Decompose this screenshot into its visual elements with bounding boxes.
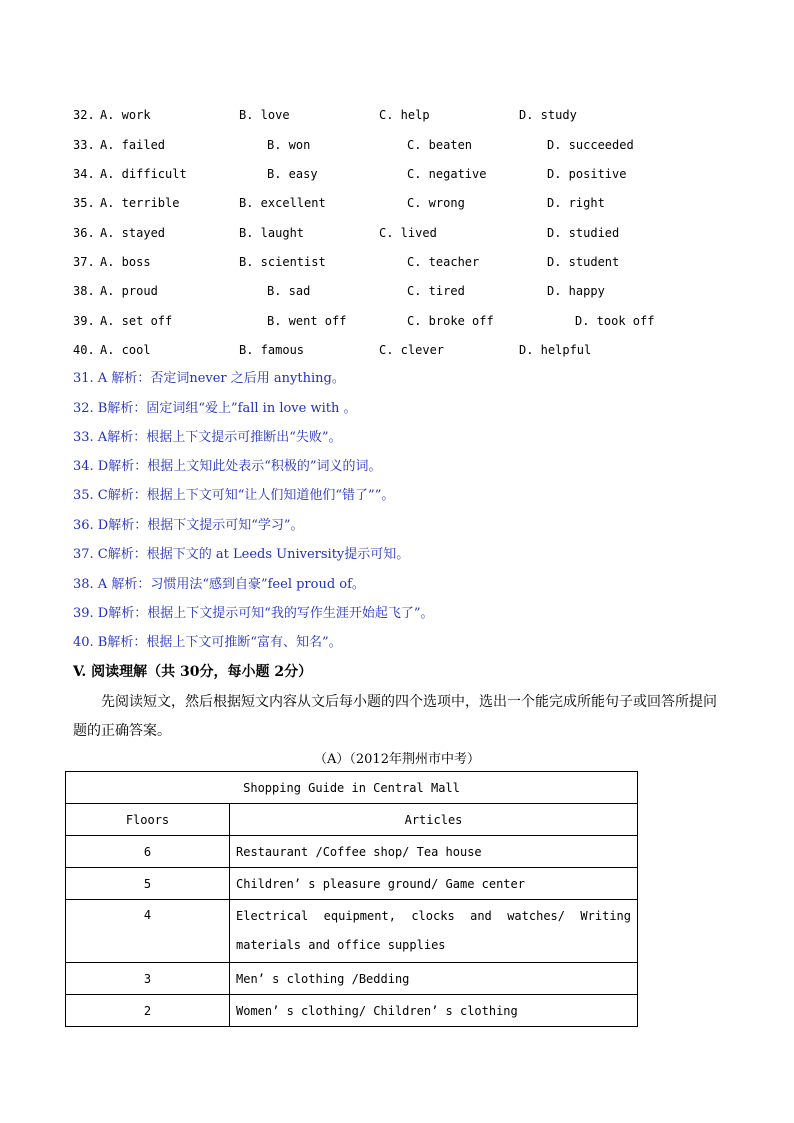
option-a: A. work <box>100 108 151 122</box>
question-number: 38. <box>73 284 95 298</box>
option-a: A. difficult <box>100 167 187 181</box>
floor-cell: 3 <box>66 963 230 995</box>
option-a: A. proud <box>100 284 158 298</box>
option-a: A. stayed <box>100 226 166 240</box>
option-d: D. happy <box>547 284 605 298</box>
option-a: A. boss <box>100 255 151 269</box>
option-row-40 <box>73 341 592 359</box>
question-number: 36. <box>73 226 95 240</box>
instruction-text-1: 先阅读短文，然后根据短文内容从文后每小题的四个选项中，选出一个能完成所能句子或回答所提问 <box>101 694 717 710</box>
option-d: D. helpful <box>519 343 592 357</box>
option-c: C. beaten <box>407 138 473 152</box>
option-row-37 <box>73 253 620 271</box>
table-row <box>66 868 638 900</box>
option-row-38 <box>73 282 605 300</box>
option-row-35 <box>73 194 605 212</box>
option-b: B. love <box>239 108 290 122</box>
answer-34: 34. D解析：根据上文知此处表示“积极的”词义的词。 <box>73 459 382 474</box>
option-row-36 <box>73 224 620 242</box>
answer-31: 31. A 解析：否定词never 之后用 anything。 <box>73 371 345 386</box>
header-floors: Floors <box>66 804 230 836</box>
question-number: 37. <box>73 255 95 269</box>
option-b: B. scientist <box>239 255 326 269</box>
question-number: 40. <box>73 343 95 357</box>
option-b: B. won <box>267 138 311 152</box>
option-b: B. went off <box>267 314 347 328</box>
option-row-34 <box>73 165 627 183</box>
question-number: 34. <box>73 167 95 181</box>
instruction-line-2: 题的正确答案。 <box>73 723 171 739</box>
option-d: D. student <box>547 255 620 269</box>
articles-cell: Women’ s clothing/ Children’ s clothing <box>230 995 638 1027</box>
option-c: C. teacher <box>407 255 480 269</box>
option-row-32 <box>73 106 577 124</box>
option-c: C. clever <box>379 343 445 357</box>
option-c: C. broke off <box>407 314 494 328</box>
question-number: 32. <box>73 108 95 122</box>
answer-33: 33. A解析：根据上下文提示可推断出“失败”。 <box>73 430 342 445</box>
table-row <box>66 900 638 963</box>
option-a: A. failed <box>100 138 166 152</box>
passage-caption: （A）（2012年荆州市中考） <box>314 752 480 767</box>
floor-cell: 4 <box>66 900 230 963</box>
table-row <box>66 995 638 1027</box>
articles-cell: Electrical equipment, clocks and watches/ Writing materials and office supplies <box>230 900 638 963</box>
answer-37: 37. C解析：根据下文的 at Leeds University提示可知。 <box>73 547 410 562</box>
option-a: A. set off <box>100 314 173 328</box>
floor-cell: 2 <box>66 995 230 1027</box>
option-b: B. excellent <box>239 196 326 210</box>
option-c: C. negative <box>407 167 487 181</box>
floor-cell: 6 <box>66 836 230 868</box>
question-number: 33. <box>73 138 95 152</box>
table-row <box>66 836 638 868</box>
question-number: 39. <box>73 314 95 328</box>
shopping-guide-table <box>65 771 638 1027</box>
answer-32: 32. B解析：固定词组“爱上”fall in love with 。 <box>73 401 357 416</box>
answer-38: 38. A 解析：习惯用法“感到自豪”feel proud of。 <box>73 577 365 592</box>
option-b: B. famous <box>239 343 305 357</box>
option-d: D. studied <box>547 226 620 240</box>
instruction-line-1 <box>73 688 725 716</box>
answer-36: 36. D解析：根据下文提示可知“学习”。 <box>73 518 304 533</box>
answer-35: 35. C解析：根据上下文可知“让人们知道他们“错了””。 <box>73 488 395 503</box>
floor-cell: 5 <box>66 868 230 900</box>
option-row-39 <box>73 312 655 330</box>
table-title-row <box>66 772 638 804</box>
option-b: B. sad <box>267 284 311 298</box>
option-c: C. lived <box>379 226 437 240</box>
option-b: B. laught <box>239 226 305 240</box>
table-row <box>66 963 638 995</box>
articles-cell: Children’ s pleasure ground/ Game center <box>230 868 638 900</box>
option-d: D. took off <box>575 314 655 328</box>
option-c: C. wrong <box>407 196 465 210</box>
articles-cell: Men’ s clothing /Bedding <box>230 963 638 995</box>
option-a: A. cool <box>100 343 151 357</box>
header-articles: Articles <box>230 804 638 836</box>
option-d: D. right <box>547 196 605 210</box>
option-b: B. easy <box>267 167 318 181</box>
option-c: C. help <box>379 108 430 122</box>
answer-39: 39. D解析：根据上下文提示可知“我的写作生涯开始起飞了”。 <box>73 606 434 621</box>
option-d: D. study <box>519 108 577 122</box>
option-a: A. terrible <box>100 196 180 210</box>
section-title: V. 阅读理解（共 30分，每小题 2分） <box>73 664 313 680</box>
table-header-row <box>66 804 638 836</box>
option-d: D. positive <box>547 167 627 181</box>
question-number: 35. <box>73 196 95 210</box>
option-d: D. succeeded <box>547 138 634 152</box>
table-title: Shopping Guide in Central Mall <box>66 772 638 804</box>
articles-cell: Restaurant /Coffee shop/ Tea house <box>230 836 638 868</box>
option-row-33 <box>73 136 634 154</box>
option-c: C. tired <box>407 284 465 298</box>
answer-40: 40. B解析：根据上下文可推断“富有、知名”。 <box>73 635 342 650</box>
